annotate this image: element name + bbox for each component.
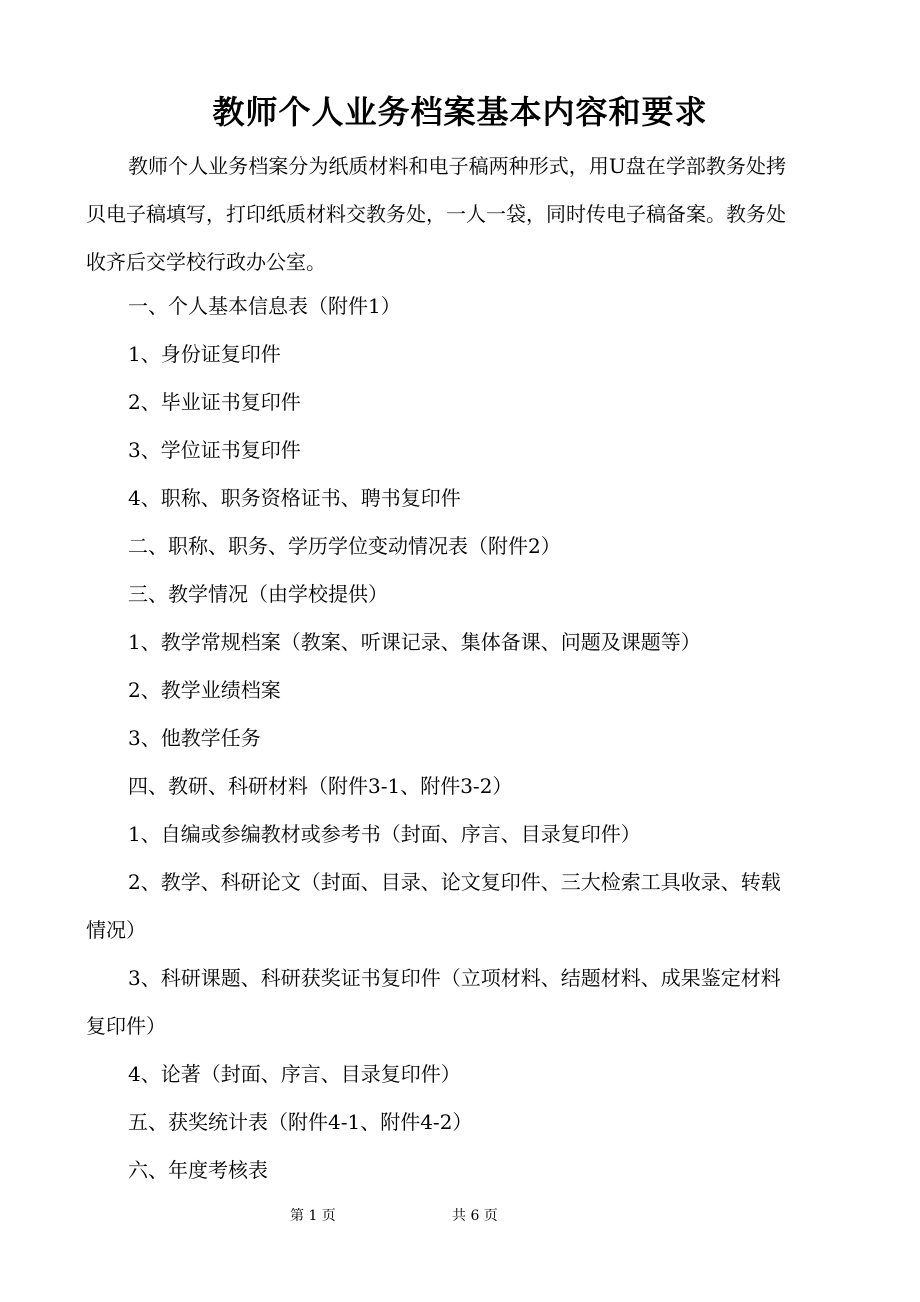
section-1-heading: 一、个人基本信息表（附件1） xyxy=(128,294,401,318)
list-item: 3、学位证书复印件 xyxy=(128,438,301,462)
page-number-total: 共 6 页 xyxy=(452,1208,498,1224)
section-5-heading: 五、获奖统计表（附件4-1、附件4-2） xyxy=(128,1110,473,1134)
intro-paragraph: 教师个人业务档案分为纸质材料和电子稿两种形式，用U盘在学部教务处拷贝电子稿填写，打印纸质材料交教务处，一人一袋，同时传电子稿备案。教务处收齐后交学校行政办公室。 xyxy=(86,154,786,274)
section-6-heading: 六、年度考核表 xyxy=(128,1158,268,1182)
section-2-heading: 二、职称、职务、学历学位变动情况表（附件2） xyxy=(128,534,561,558)
section-4-heading: 四、教研、科研材料（附件3-1、附件3-2） xyxy=(128,774,513,798)
section-3-heading: 三、教学情况（由学校提供） xyxy=(128,582,388,606)
list-item: 3、科研课题、科研获奖证书复印件（立项材料、结题材料、成果鉴定材料复印件） xyxy=(86,966,781,1038)
list-item: 1、自编或参编教材或参考书（封面、序言、目录复印件） xyxy=(128,822,641,846)
list-item: 1、身份证复印件 xyxy=(128,342,281,366)
list-item: 2、毕业证书复印件 xyxy=(128,390,301,414)
page-number-current: 第 1 页 xyxy=(290,1208,336,1224)
list-item: 4、论著（封面、序言、目录复印件） xyxy=(128,1062,461,1086)
list-item: 2、教学、科研论文（封面、目录、论文复印件、三大检索工具收录、转载情况） xyxy=(86,870,781,942)
list-item: 1、教学常规档案（教案、听课记录、集体备课、问题及课题等） xyxy=(128,630,701,654)
document-title: 教师个人业务档案基本内容和要求 xyxy=(212,93,708,131)
list-item: 2、教学业绩档案 xyxy=(128,678,281,702)
list-item: 4、职称、职务资格证书、聘书复印件 xyxy=(128,486,461,510)
list-item: 3、他教学任务 xyxy=(128,726,261,750)
